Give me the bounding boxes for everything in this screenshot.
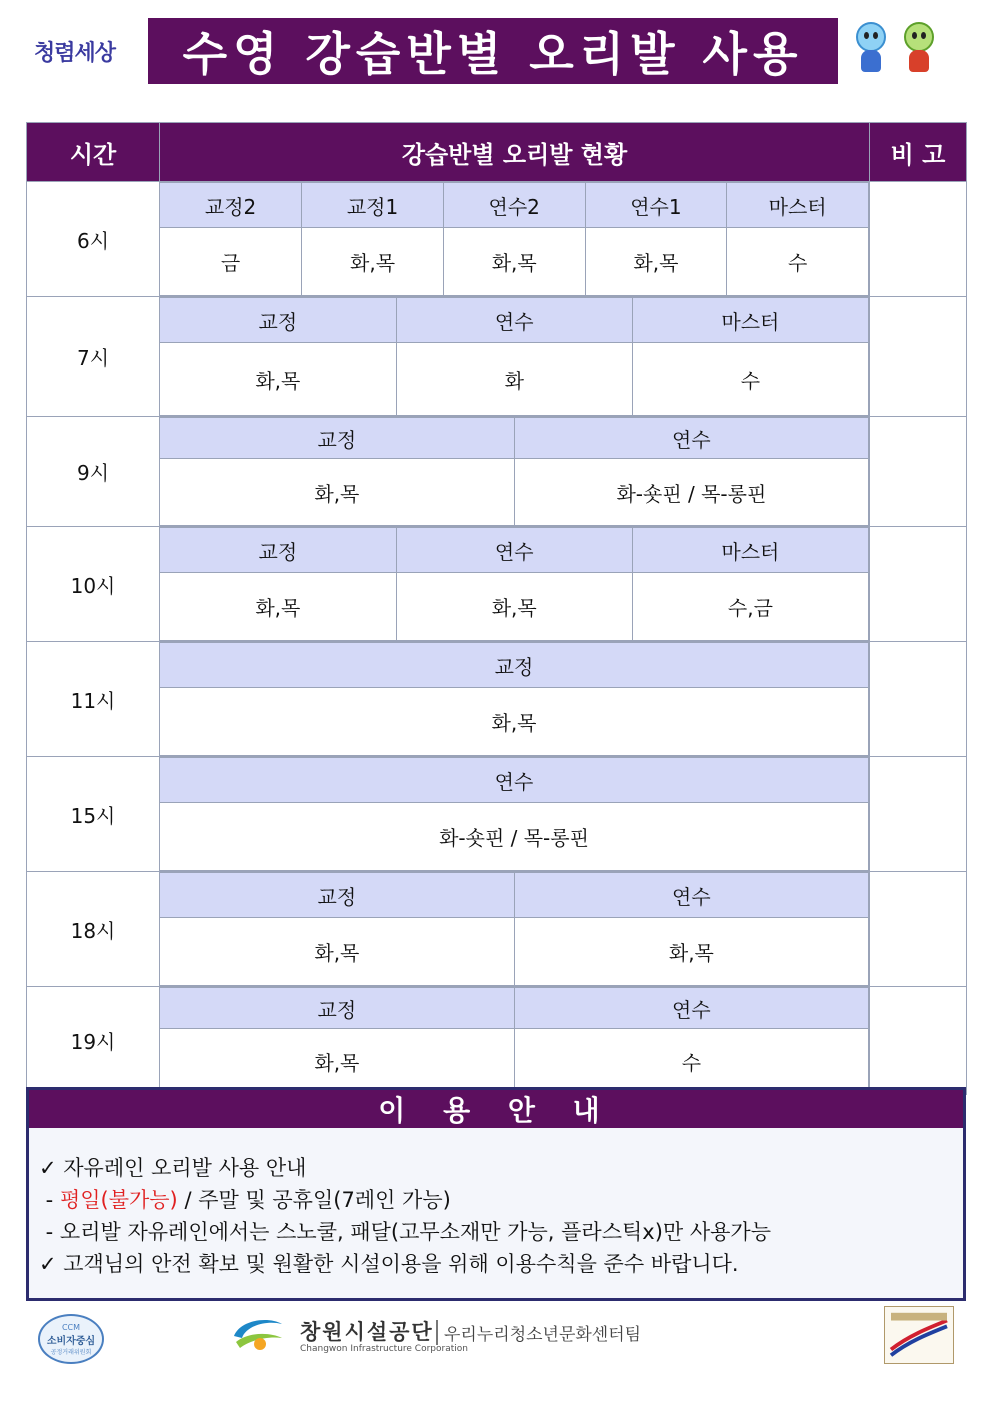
changwon-swoosh-icon	[230, 1314, 286, 1352]
class-label: 교정	[160, 643, 869, 688]
fin-days: 수,금	[632, 573, 868, 641]
class-fin-grid	[160, 757, 869, 871]
class-label: 마스터	[632, 528, 868, 573]
note-cell	[870, 987, 967, 1095]
notice-line: ✓ 고객님의 안전 확보 및 원활한 시설이용을 위해 이용수칙을 준수 바랍니다.	[39, 1252, 739, 1276]
header-note: 비 고	[870, 123, 967, 182]
class-label: 연수	[514, 988, 868, 1029]
class-label: 교정2	[160, 183, 302, 228]
integrity-logo	[34, 30, 140, 72]
note-cell	[870, 527, 967, 642]
table-row	[27, 642, 967, 757]
fin-days: 화,목	[302, 228, 444, 296]
fin-days: 수	[514, 1029, 868, 1094]
notice-line: - 오리발 자유레인에서는 스노쿨, 패달(고무소재만 가능, 플라스틱x)만 사용가능	[39, 1220, 772, 1244]
header-time: 시간	[27, 123, 160, 182]
integrity-logo-text: 청렴세상	[34, 39, 116, 66]
table-row	[27, 527, 967, 642]
class-fin-cell	[160, 182, 870, 297]
class-fin-grid	[160, 182, 869, 296]
class-label: 교정	[160, 988, 514, 1029]
class-fin-cell	[160, 642, 870, 757]
class-fin-grid	[160, 987, 869, 1094]
table-header-row	[27, 123, 967, 182]
table-row	[27, 987, 967, 1095]
page-footer	[0, 1306, 992, 1376]
class-label: 마스터	[632, 298, 868, 343]
class-label: 연수1	[585, 183, 727, 228]
time-cell: 11시	[27, 642, 160, 757]
lesson-fin-schedule-table	[26, 122, 967, 1095]
time-cell: 15시	[27, 757, 160, 872]
ccm-label: CCM	[61, 1322, 81, 1332]
fin-days: 화-숏핀 / 목-롱핀	[160, 803, 869, 871]
fin-days: 화,목	[396, 573, 632, 641]
table-row	[27, 872, 967, 987]
table-row	[27, 757, 967, 872]
class-label: 연수	[514, 418, 868, 459]
team-name: 우리누리청소년문화센터팀	[436, 1320, 641, 1345]
time-cell: 18시	[27, 872, 160, 987]
fin-days: 수	[727, 228, 869, 296]
note-cell	[870, 297, 967, 417]
class-label: 연수	[396, 298, 632, 343]
fin-days: 화,목	[443, 228, 585, 296]
notice-line	[39, 1184, 953, 1216]
fin-days: 화,목	[160, 459, 514, 526]
title-banner	[148, 18, 838, 84]
fin-days: 수	[632, 343, 868, 416]
fin-days: 금	[160, 228, 302, 296]
class-fin-grid	[160, 872, 869, 986]
class-fin-cell	[160, 872, 870, 987]
class-fin-cell	[160, 757, 870, 872]
page-title: 수영 강습반별 오리발 사용	[182, 27, 804, 81]
class-fin-grid	[160, 417, 869, 526]
class-fin-grid	[160, 527, 869, 641]
header-status: 강습반별 오리발 현황	[160, 123, 870, 182]
mascot-illustrations	[846, 22, 946, 80]
ccm-sub-label: 공정거래위원회	[50, 1348, 92, 1356]
class-label: 교정	[160, 418, 514, 459]
time-cell: 19시	[27, 987, 160, 1095]
note-cell	[870, 417, 967, 527]
class-label: 교정	[160, 298, 396, 343]
green-mascot-icon	[898, 22, 940, 78]
notice-dash: -	[39, 1188, 60, 1212]
table-row	[27, 417, 967, 527]
class-fin-cell	[160, 527, 870, 642]
table-row	[27, 297, 967, 417]
page-header	[0, 0, 992, 100]
fin-days: 화,목	[160, 918, 514, 986]
note-cell	[870, 642, 967, 757]
notice-body	[29, 1128, 963, 1280]
fin-days: 화,목	[160, 1029, 514, 1094]
fin-days: 화,목	[514, 918, 868, 986]
class-label: 연수	[160, 758, 869, 803]
class-label: 연수	[514, 873, 868, 918]
fin-days: 화,목	[160, 688, 869, 756]
changwon-corp-logo	[230, 1312, 650, 1356]
org-name: 창원시설공단	[300, 1320, 434, 1344]
notice-line: ✓ 자유레인 오리발 사용 안내	[39, 1156, 307, 1180]
notice-title: 이 용 안 내	[29, 1090, 963, 1128]
table-row	[27, 182, 967, 297]
fin-days: 화,목	[160, 573, 396, 641]
service-quality-seal-icon	[884, 1306, 954, 1364]
class-fin-cell	[160, 987, 870, 1095]
class-label: 교정	[160, 528, 396, 573]
usage-notice-box	[26, 1087, 966, 1301]
fin-days: 화,목	[585, 228, 727, 296]
fin-days: 화-숏핀 / 목-롱핀	[514, 459, 868, 526]
weekday-unavailable-text: 평일(불가능)	[59, 1188, 178, 1212]
fin-days: 화	[396, 343, 632, 416]
class-label: 연수	[396, 528, 632, 573]
class-label: 마스터	[727, 183, 869, 228]
time-cell: 7시	[27, 297, 160, 417]
org-english-name: Changwon Infrastructure Corporation	[300, 1344, 468, 1354]
class-fin-cell	[160, 417, 870, 527]
fin-days: 화,목	[160, 343, 396, 416]
ccm-main-label: 소비자중심	[46, 1335, 96, 1347]
time-cell: 9시	[27, 417, 160, 527]
class-fin-cell	[160, 297, 870, 417]
time-cell: 6시	[27, 182, 160, 297]
note-cell	[870, 872, 967, 987]
class-fin-grid	[160, 297, 869, 416]
note-cell	[870, 182, 967, 297]
ccm-certification-logo	[38, 1314, 104, 1364]
blue-mascot-icon	[850, 22, 892, 78]
class-label: 교정	[160, 873, 514, 918]
time-cell: 10시	[27, 527, 160, 642]
class-label: 교정1	[302, 183, 444, 228]
class-fin-grid	[160, 642, 869, 756]
notice-weekend-text: / 주말 및 공휴일(7레인 가능)	[177, 1188, 451, 1212]
note-cell	[870, 757, 967, 872]
class-label: 연수2	[443, 183, 585, 228]
